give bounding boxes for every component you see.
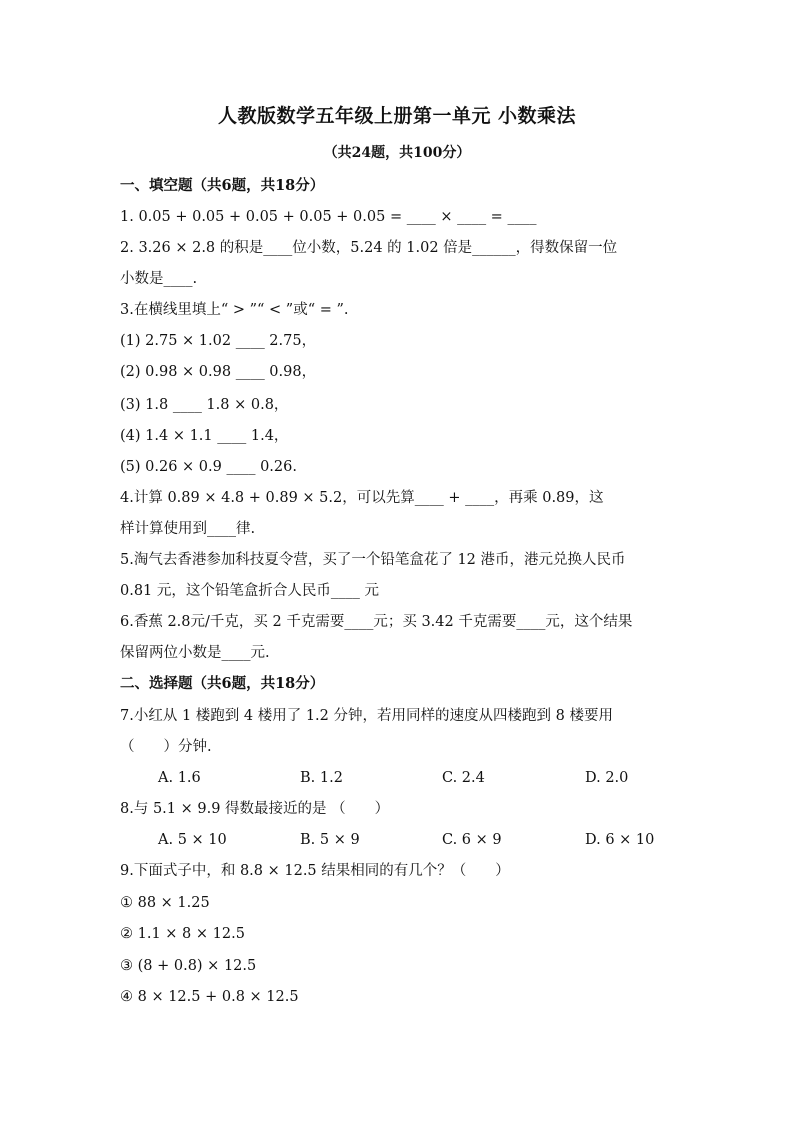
question-9-item-1: ① 88 × 1.25 (120, 895, 210, 911)
question-2-line-2: 小数是____. (120, 271, 198, 287)
question-3-item-1: (1) 2.75 × 1.02 ____ 2.75， (120, 333, 317, 349)
question-8-option-a: A. 5 × 10 (158, 832, 227, 848)
page-subtitle: （共24题，共100分） (323, 145, 471, 161)
question-3-item-4: (4) 1.4 × 1.1 ____ 1.4， (120, 428, 289, 444)
question-3-item-2: (2) 0.98 × 0.98 ____ 0.98， (120, 364, 317, 380)
question-2-line-1: 2. 3.26 × 2.8 的积是____位小数，5.24 的 1.02 倍是______，得数保留一位 (120, 240, 618, 256)
question-9-item-4: ④ 8 × 12.5 + 0.8 × 12.5 (120, 989, 299, 1005)
section-heading-multiple-choice: 二、选择题（共6题，共18分） (120, 675, 325, 692)
question-7-option-b: B. 1.2 (300, 770, 343, 786)
question-7-option-a: A. 1.6 (158, 770, 201, 786)
question-3: 3.在横线里填上“ > ”“ < ”或“ = ”. (120, 302, 349, 318)
question-8-option-b: B. 5 × 9 (300, 832, 360, 848)
question-8: 8.与 5.1 × 9.9 得数最接近的是 （ ） (120, 801, 390, 817)
question-3-item-3: (3) 1.8 ____ 1.8 × 0.8， (120, 397, 289, 413)
question-1: 1. 0.05 + 0.05 + 0.05 + 0.05 + 0.05 = ____ × ____ = ____ (120, 209, 537, 225)
question-7-line-1: 7.小红从 1 楼跑到 4 楼用了 1.2 分钟，若用同样的速度从四楼跑到 8 楼要用 (120, 708, 613, 724)
page-title: 人教版数学五年级上册第一单元 小数乘法 (217, 105, 577, 127)
question-4-line-2: 样计算使用到____律. (120, 521, 256, 537)
question-9-item-3: ③ (8 + 0.8) × 12.5 (120, 958, 257, 974)
section-heading-fill-in: 一、填空题（共6题，共18分） (120, 177, 325, 194)
question-7-line-2: （ ）分钟. (120, 739, 212, 755)
question-6-line-1: 6.香蕉 2.8元/千克，买 2 千克需要____元；买 3.42 千克需要____元，这个结果 (120, 614, 633, 630)
question-8-option-c: C. 6 × 9 (442, 832, 502, 848)
question-3-item-5: (5) 0.26 × 0.9 ____ 0.26. (120, 459, 297, 475)
question-5-line-1: 5.淘气去香港参加科技夏令营，买了一个铅笔盒花了 12 港币，港元兑换人民币 (120, 552, 626, 568)
question-5-line-2: 0.81 元，这个铅笔盒折合人民币____ 元 (120, 583, 380, 599)
question-8-option-d: D. 6 × 10 (585, 832, 655, 848)
question-9-item-2: ② 1.1 × 8 × 12.5 (120, 926, 245, 942)
question-7-option-d: D. 2.0 (585, 770, 629, 786)
question-6-line-2: 保留两位小数是____元. (120, 645, 270, 661)
question-7-option-c: C. 2.4 (442, 770, 485, 786)
question-9: 9.下面式子中，和 8.8 × 12.5 结果相同的有几个？（ ） (120, 863, 510, 879)
question-4-line-1: 4.计算 0.89 × 4.8 + 0.89 × 5.2，可以先算____ + ____，再乘 0.89，这 (120, 490, 604, 506)
